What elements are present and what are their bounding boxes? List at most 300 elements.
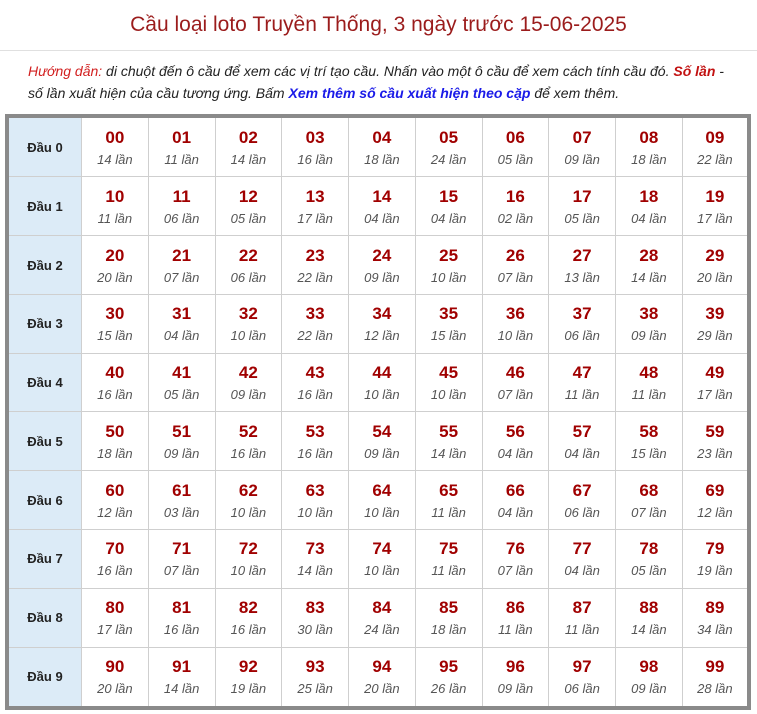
loto-number: 43	[305, 363, 325, 383]
count-value: 10	[497, 328, 513, 344]
count-unit: lần	[649, 681, 667, 697]
loto-cell[interactable]	[282, 588, 349, 647]
occurrence-count	[349, 621, 415, 638]
count-unit: lần	[515, 387, 534, 403]
loto-number: 74	[372, 539, 392, 559]
count-value: 04	[497, 504, 513, 520]
loto-number: 60	[105, 480, 125, 500]
loto-cell[interactable]	[549, 412, 616, 471]
loto-number: 26	[505, 245, 525, 265]
loto-cell[interactable]	[349, 294, 416, 353]
count-unit: lần	[582, 622, 600, 638]
grid-row	[7, 177, 749, 236]
loto-cell[interactable]	[349, 412, 416, 471]
occurrence-count	[416, 210, 482, 227]
loto-number: 65	[439, 480, 459, 500]
loto-cell[interactable]	[215, 294, 282, 353]
loto-cell[interactable]	[82, 412, 149, 471]
loto-number: 77	[572, 539, 592, 559]
loto-cell[interactable]	[148, 294, 215, 353]
row-header: Đầu 8	[7, 588, 82, 647]
loto-number: 97	[572, 657, 592, 677]
occurrence-count	[282, 504, 348, 521]
loto-cell[interactable]	[616, 236, 683, 295]
count-term: Số lần	[673, 63, 716, 79]
loto-cell[interactable]	[282, 236, 349, 295]
count-value: 05	[631, 563, 646, 579]
count-unit: lần	[115, 151, 133, 167]
count-unit: lần	[582, 151, 600, 167]
occurrence-count	[282, 327, 348, 344]
loto-cell[interactable]	[482, 647, 549, 708]
loto-cell[interactable]	[82, 236, 149, 295]
loto-cell[interactable]	[148, 529, 215, 588]
row-header: Đầu 1	[7, 177, 82, 236]
count-value: 10	[430, 387, 446, 403]
count-value: 10	[364, 504, 379, 520]
count-value: 18	[430, 622, 446, 638]
count-value: 05	[564, 210, 579, 226]
loto-cell[interactable]	[682, 647, 749, 708]
loto-cell[interactable]	[682, 294, 749, 353]
loto-cell[interactable]	[82, 177, 149, 236]
pair-link[interactable]: Xem thêm số cầu xuất hiện theo cặp	[288, 85, 531, 101]
count-value: 16	[97, 387, 112, 403]
occurrence-count	[82, 151, 148, 168]
loto-number: 61	[172, 480, 192, 500]
loto-cell[interactable]	[215, 412, 282, 471]
occurrence-count	[483, 680, 549, 697]
loto-number: 45	[439, 363, 459, 383]
count-unit: lần	[315, 504, 333, 520]
loto-number: 18	[639, 186, 659, 206]
count-value: 15	[97, 328, 112, 344]
loto-cell[interactable]	[415, 236, 482, 295]
count-value: 16	[230, 622, 246, 638]
loto-cell[interactable]	[349, 353, 416, 412]
loto-number: 81	[172, 598, 192, 618]
count-value: 15	[631, 445, 646, 461]
row-header: Đầu 2	[7, 236, 82, 295]
loto-cell[interactable]	[148, 471, 215, 530]
occurrence-count	[683, 269, 747, 286]
loto-cell[interactable]	[148, 177, 215, 236]
loto-cell[interactable]	[682, 236, 749, 295]
loto-number: 85	[439, 598, 459, 618]
count-value: 12	[697, 504, 712, 520]
loto-cell[interactable]	[682, 177, 749, 236]
count-unit: lần	[448, 681, 467, 697]
loto-cell[interactable]	[282, 529, 349, 588]
loto-cell[interactable]	[148, 236, 215, 295]
count-value: 22	[297, 269, 312, 285]
count-value: 09	[163, 445, 179, 461]
loto-cell[interactable]	[82, 353, 149, 412]
loto-cell[interactable]	[616, 177, 683, 236]
loto-cell[interactable]	[415, 412, 482, 471]
loto-number: 36	[505, 304, 525, 324]
loto-number: 47	[572, 363, 592, 383]
loto-number: 75	[439, 539, 459, 559]
occurrence-count	[549, 386, 615, 403]
loto-cell[interactable]	[282, 647, 349, 708]
loto-cell[interactable]	[549, 588, 616, 647]
count-value: 11	[97, 210, 112, 226]
loto-cell[interactable]	[215, 588, 282, 647]
count-unit: lần	[382, 622, 400, 638]
count-unit: lần	[181, 328, 200, 344]
loto-cell[interactable]	[682, 412, 749, 471]
count-value: 09	[230, 387, 246, 403]
loto-number: 25	[439, 245, 459, 265]
count-unit: lần	[448, 504, 466, 520]
count-unit: lần	[582, 387, 600, 403]
loto-cell[interactable]	[82, 647, 149, 708]
loto-cell[interactable]	[482, 116, 549, 177]
occurrence-count	[216, 210, 282, 227]
count-unit: lần	[382, 328, 400, 344]
loto-cell[interactable]	[415, 294, 482, 353]
occurrence-count	[549, 562, 615, 579]
count-unit: lần	[649, 269, 667, 285]
loto-cell[interactable]	[482, 588, 549, 647]
occurrence-count	[416, 504, 482, 521]
loto-cell[interactable]	[549, 353, 616, 412]
loto-cell[interactable]	[549, 294, 616, 353]
count-unit: lần	[115, 387, 133, 403]
occurrence-count	[616, 445, 682, 462]
count-value: 04	[564, 563, 579, 579]
occurrence-count	[282, 562, 348, 579]
occurrence-count	[349, 562, 415, 579]
count-value: 17	[97, 622, 112, 638]
count-unit: lần	[582, 210, 600, 226]
occurrence-count	[683, 562, 747, 579]
loto-number: 95	[439, 657, 459, 677]
loto-cell[interactable]	[148, 116, 215, 177]
loto-cell[interactable]	[482, 177, 549, 236]
occurrence-count	[216, 680, 282, 697]
loto-number: 41	[172, 363, 192, 383]
occurrence-count	[82, 562, 148, 579]
count-unit: lần	[515, 445, 534, 461]
occurrence-count	[149, 386, 215, 403]
loto-cell[interactable]	[148, 588, 215, 647]
count-value: 24	[430, 151, 446, 167]
loto-cell[interactable]	[415, 116, 482, 177]
loto-cell[interactable]	[349, 116, 416, 177]
loto-number: 68	[639, 480, 659, 500]
loto-cell[interactable]	[549, 116, 616, 177]
count-unit: lần	[715, 504, 733, 520]
occurrence-count	[82, 210, 148, 227]
loto-number: 88	[639, 598, 659, 618]
loto-cell[interactable]	[415, 177, 482, 236]
loto-number: 13	[305, 186, 325, 206]
occurrence-count	[683, 680, 747, 697]
loto-cell[interactable]	[282, 116, 349, 177]
count-value: 14	[163, 681, 179, 697]
loto-cell[interactable]	[82, 529, 149, 588]
occurrence-count	[616, 680, 682, 697]
count-value: 16	[297, 151, 312, 167]
loto-cell[interactable]	[148, 647, 215, 708]
count-value: 10	[230, 328, 246, 344]
grid-row	[7, 236, 749, 295]
count-unit: lần	[115, 504, 133, 520]
count-unit: lần	[382, 563, 400, 579]
count-value: 07	[497, 563, 513, 579]
loto-cell[interactable]	[148, 412, 215, 471]
count-unit: lần	[315, 269, 333, 285]
count-value: 09	[631, 328, 646, 344]
count-unit: lần	[649, 504, 667, 520]
loto-number: 64	[372, 480, 392, 500]
loto-number: 56	[505, 421, 525, 441]
loto-number: 24	[372, 245, 392, 265]
count-value: 06	[564, 328, 579, 344]
count-unit: lần	[181, 445, 200, 461]
occurrence-count	[282, 151, 348, 168]
loto-cell[interactable]	[549, 177, 616, 236]
loto-cell[interactable]	[616, 471, 683, 530]
occurrence-count	[82, 269, 148, 286]
occurrence-count	[149, 621, 215, 638]
count-unit: lần	[715, 387, 733, 403]
loto-cell[interactable]	[482, 294, 549, 353]
occurrence-count	[149, 210, 215, 227]
count-unit: lần	[115, 681, 133, 697]
count-value: 20	[364, 681, 379, 697]
loto-number: 82	[238, 598, 258, 618]
loto-cell[interactable]	[616, 116, 683, 177]
count-unit: lần	[582, 328, 600, 344]
loto-number: 12	[238, 186, 258, 206]
loto-number: 17	[572, 186, 592, 206]
loto-number: 01	[172, 127, 192, 147]
loto-number: 98	[639, 657, 659, 677]
occurrence-count	[483, 269, 549, 286]
loto-cell[interactable]	[215, 177, 282, 236]
loto-number: 32	[238, 304, 258, 324]
loto-cell[interactable]	[415, 471, 482, 530]
loto-cell[interactable]	[682, 529, 749, 588]
count-value: 04	[364, 210, 379, 226]
count-value: 20	[97, 681, 112, 697]
loto-cell[interactable]	[82, 471, 149, 530]
loto-cell[interactable]	[215, 116, 282, 177]
count-unit: lần	[582, 563, 600, 579]
loto-cell[interactable]	[415, 588, 482, 647]
loto-cell[interactable]	[215, 353, 282, 412]
count-value: 07	[497, 269, 513, 285]
loto-cell[interactable]	[682, 588, 749, 647]
loto-number: 72	[238, 539, 258, 559]
count-unit: lần	[315, 445, 333, 461]
count-unit: lần	[181, 563, 200, 579]
grid-row	[7, 412, 749, 471]
loto-cell[interactable]	[282, 471, 349, 530]
count-unit: lần	[715, 681, 733, 697]
loto-number: 29	[705, 245, 725, 265]
count-value: 16	[163, 622, 179, 638]
count-value: 12	[97, 504, 112, 520]
occurrence-count	[549, 621, 615, 638]
loto-number: 39	[705, 304, 725, 324]
count-unit: lần	[515, 269, 534, 285]
count-value: 05	[497, 151, 513, 167]
count-value: 11	[564, 622, 579, 638]
loto-cell[interactable]	[82, 588, 149, 647]
loto-cell[interactable]	[349, 471, 416, 530]
loto-cell[interactable]	[616, 647, 683, 708]
occurrence-count	[616, 562, 682, 579]
loto-number: 44	[372, 363, 392, 383]
count-unit: lần	[649, 210, 667, 226]
loto-number: 55	[439, 421, 459, 441]
count-unit: lần	[115, 563, 133, 579]
loto-cell[interactable]	[616, 529, 683, 588]
count-unit: lần	[448, 387, 467, 403]
count-value: 18	[631, 151, 646, 167]
loto-cell[interactable]	[349, 647, 416, 708]
count-unit: lần	[382, 210, 400, 226]
loto-cell[interactable]	[682, 116, 749, 177]
loto-number: 52	[238, 421, 258, 441]
loto-cell[interactable]	[82, 294, 149, 353]
loto-cell[interactable]	[415, 529, 482, 588]
loto-cell[interactable]	[616, 353, 683, 412]
count-value: 04	[497, 445, 513, 461]
loto-number: 99	[705, 657, 725, 677]
count-value: 06	[564, 504, 579, 520]
loto-cell[interactable]	[282, 353, 349, 412]
count-value: 14	[631, 622, 646, 638]
occurrence-count	[416, 151, 482, 168]
loto-cell[interactable]	[616, 588, 683, 647]
loto-cell[interactable]	[282, 412, 349, 471]
loto-number: 22	[238, 245, 258, 265]
occurrence-count	[616, 327, 682, 344]
loto-cell[interactable]	[549, 236, 616, 295]
instructions-text-1: di chuột đến ô cầu để xem các vị trí tạo cầu. Nhấn vào một ô cầu để xem cách tính cầu đó.	[102, 63, 674, 79]
loto-cell[interactable]	[282, 294, 349, 353]
occurrence-count	[349, 327, 415, 344]
loto-cell[interactable]	[482, 412, 549, 471]
occurrence-count	[216, 151, 282, 168]
loto-cell[interactable]	[616, 412, 683, 471]
loto-cell[interactable]	[282, 177, 349, 236]
count-unit: lần	[448, 445, 467, 461]
count-unit: lần	[315, 210, 333, 226]
count-unit: lần	[248, 328, 267, 344]
count-unit: lần	[248, 210, 267, 226]
count-value: 06	[230, 269, 246, 285]
count-value: 11	[431, 504, 445, 520]
count-value: 11	[564, 387, 579, 403]
occurrence-count	[149, 151, 215, 168]
loto-cell[interactable]	[549, 647, 616, 708]
row-header: Đầu 5	[7, 412, 82, 471]
loto-cell[interactable]	[482, 529, 549, 588]
occurrence-count	[416, 386, 482, 403]
loto-cell[interactable]	[215, 471, 282, 530]
loto-cell[interactable]	[682, 471, 749, 530]
occurrence-count	[216, 269, 282, 286]
loto-cell[interactable]	[148, 353, 215, 412]
count-unit: lần	[715, 445, 733, 461]
loto-number: 08	[639, 127, 659, 147]
loto-number: 46	[505, 363, 525, 383]
occurrence-count	[549, 210, 615, 227]
loto-cell[interactable]	[549, 471, 616, 530]
loto-number: 21	[172, 245, 192, 265]
count-value: 07	[163, 269, 179, 285]
count-value: 05	[230, 210, 246, 226]
loto-cell[interactable]	[215, 236, 282, 295]
count-unit: lần	[248, 563, 267, 579]
loto-number: 28	[639, 245, 659, 265]
loto-number: 16	[505, 186, 525, 206]
occurrence-count	[349, 386, 415, 403]
loto-cell[interactable]	[349, 236, 416, 295]
count-value: 11	[631, 387, 646, 403]
loto-number: 31	[172, 304, 192, 324]
loto-number: 27	[572, 245, 592, 265]
loto-cell[interactable]	[482, 236, 549, 295]
loto-cell[interactable]	[349, 529, 416, 588]
loto-cell[interactable]	[549, 529, 616, 588]
occurrence-count	[616, 504, 682, 521]
count-value: 09	[564, 151, 579, 167]
occurrence-count	[349, 445, 415, 462]
loto-cell[interactable]	[415, 353, 482, 412]
loto-cell[interactable]	[415, 647, 482, 708]
occurrence-count	[216, 386, 282, 403]
occurrence-count	[149, 327, 215, 344]
occurrence-count	[82, 621, 148, 638]
occurrence-count	[616, 386, 682, 403]
loto-number: 51	[172, 421, 192, 441]
loto-cell[interactable]	[215, 647, 282, 708]
count-unit: lần	[649, 445, 667, 461]
count-value: 11	[164, 151, 178, 167]
occurrence-count	[416, 269, 482, 286]
loto-cell[interactable]	[682, 353, 749, 412]
grid-row	[7, 353, 749, 412]
loto-cell[interactable]	[215, 529, 282, 588]
count-unit: lần	[582, 269, 600, 285]
count-unit: lần	[515, 563, 534, 579]
loto-number: 33	[305, 304, 325, 324]
loto-cell[interactable]	[616, 294, 683, 353]
occurrence-count	[216, 327, 282, 344]
loto-number: 59	[705, 421, 725, 441]
loto-number: 10	[105, 186, 125, 206]
loto-number: 92	[238, 657, 258, 677]
loto-cell[interactable]	[349, 177, 416, 236]
loto-cell[interactable]	[82, 116, 149, 177]
occurrence-count	[616, 210, 682, 227]
loto-cell[interactable]	[482, 471, 549, 530]
count-value: 04	[163, 328, 179, 344]
loto-number: 11	[172, 186, 191, 206]
loto-cell[interactable]	[349, 588, 416, 647]
count-unit: lần	[715, 328, 733, 344]
loto-cell[interactable]	[482, 353, 549, 412]
count-unit: lần	[448, 269, 467, 285]
loto-number: 09	[705, 127, 725, 147]
